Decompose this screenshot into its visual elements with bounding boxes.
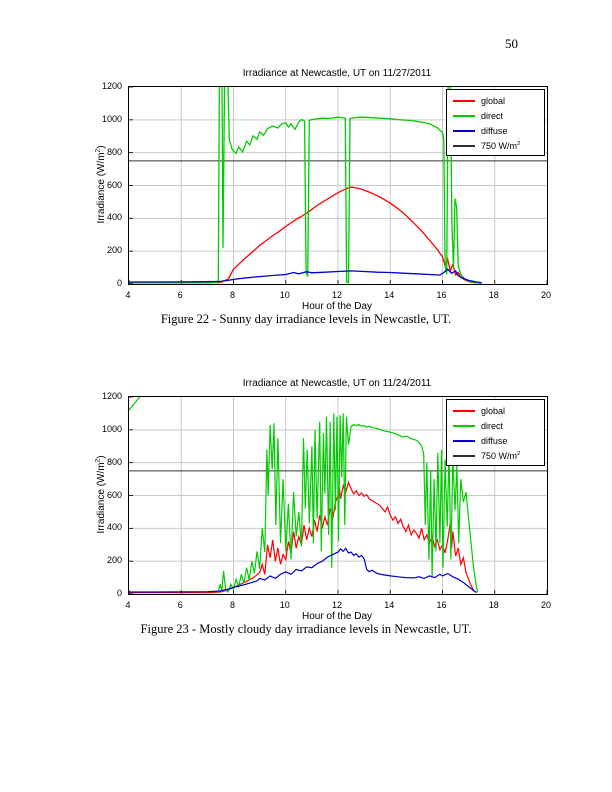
legend-line-sample [453, 455, 475, 457]
legend-item [447, 138, 544, 153]
legend-label: diffuse [481, 125, 508, 136]
y-tick-label: 200 [106, 245, 122, 256]
x-tick-label: 6 [177, 290, 183, 300]
legend-line-sample [453, 425, 475, 427]
y-tick-label: 0 [116, 588, 122, 598]
legend-label: direct [481, 110, 504, 121]
x-tick-label: 16 [436, 290, 447, 300]
page-number: 50 [505, 36, 518, 51]
x-tick-label: 16 [436, 600, 447, 610]
y-axis-label: Irradiance $(W/m^2)$ [94, 455, 107, 534]
series-diffuse [129, 269, 482, 283]
x-tick-label: 12 [331, 290, 342, 300]
figure-22-block [0, 62, 612, 392]
y-tick-label: 1000 [101, 423, 122, 434]
legend-item [447, 123, 544, 138]
x-tick-label: 20 [540, 600, 551, 610]
x-tick-label: 4 [125, 600, 131, 610]
x-axis-label: Hour of the Day [301, 611, 373, 622]
y-tick-label: 600 [106, 489, 122, 500]
x-tick-label: 4 [125, 290, 131, 300]
y-tick-label: 1200 [101, 391, 122, 401]
legend-label: global [481, 405, 506, 416]
x-tick-label: 20 [540, 290, 551, 300]
legend-item [447, 448, 544, 463]
x-tick-label: 8 [229, 600, 235, 610]
legend-item [447, 108, 544, 123]
y-tick-label: 400 [106, 522, 122, 533]
y-tick-label: 200 [106, 555, 122, 566]
y-tick-label: 800 [106, 146, 122, 157]
legend-label: diffuse [481, 435, 508, 446]
chart-legend [446, 399, 545, 466]
legend-line-sample [453, 130, 475, 132]
figure-caption: Figure 22 - Sunny day irradiance levels in Newcastle, UT. [160, 312, 452, 326]
legend-line-sample [453, 100, 475, 102]
legend-line-sample [453, 440, 475, 442]
legend-item [447, 93, 544, 108]
chart-title: Irradiance at Newcastle, UT on 11/27/2011 [242, 68, 432, 79]
y-tick-label: 1000 [101, 113, 122, 124]
legend-label: 750 $W/m^2$ [481, 450, 521, 461]
x-tick-label: 14 [384, 290, 395, 300]
legend-line-sample [453, 115, 475, 117]
legend-item [447, 418, 544, 433]
chart-title: Irradiance at Newcastle, UT on 11/24/2011 [242, 378, 432, 389]
legend-label: global [481, 95, 506, 106]
y-tick-label: 800 [106, 456, 122, 467]
x-tick-label: 18 [488, 290, 499, 300]
x-tick-label: 10 [279, 600, 290, 610]
x-tick-label: 14 [384, 600, 395, 610]
y-axis-label: Irradiance $(W/m^2)$ [94, 145, 107, 224]
x-tick-label: 6 [177, 600, 183, 610]
x-tick-label: 12 [331, 600, 342, 610]
legend-item [447, 403, 544, 418]
legend-line-sample [453, 145, 475, 147]
x-axis-label: Hour of the Day [301, 301, 373, 312]
legend-label: 750 $W/m^2$ [481, 140, 521, 151]
figure-caption: Figure 23 - Mostly cloudy day irradiance levels in Newcastle, UT. [140, 622, 472, 636]
y-tick-label: 1200 [101, 81, 122, 91]
legend-line-sample [453, 410, 475, 412]
x-tick-label: 10 [279, 290, 290, 300]
y-tick-label: 0 [116, 278, 122, 288]
x-tick-label: 8 [229, 290, 235, 300]
chart-legend [446, 89, 545, 156]
y-tick-label: 600 [106, 179, 122, 190]
legend-label: direct [481, 420, 504, 431]
x-tick-label: 18 [488, 600, 499, 610]
y-tick-label: 400 [106, 212, 122, 223]
figure-23-block [0, 372, 612, 702]
legend-item [447, 433, 544, 448]
